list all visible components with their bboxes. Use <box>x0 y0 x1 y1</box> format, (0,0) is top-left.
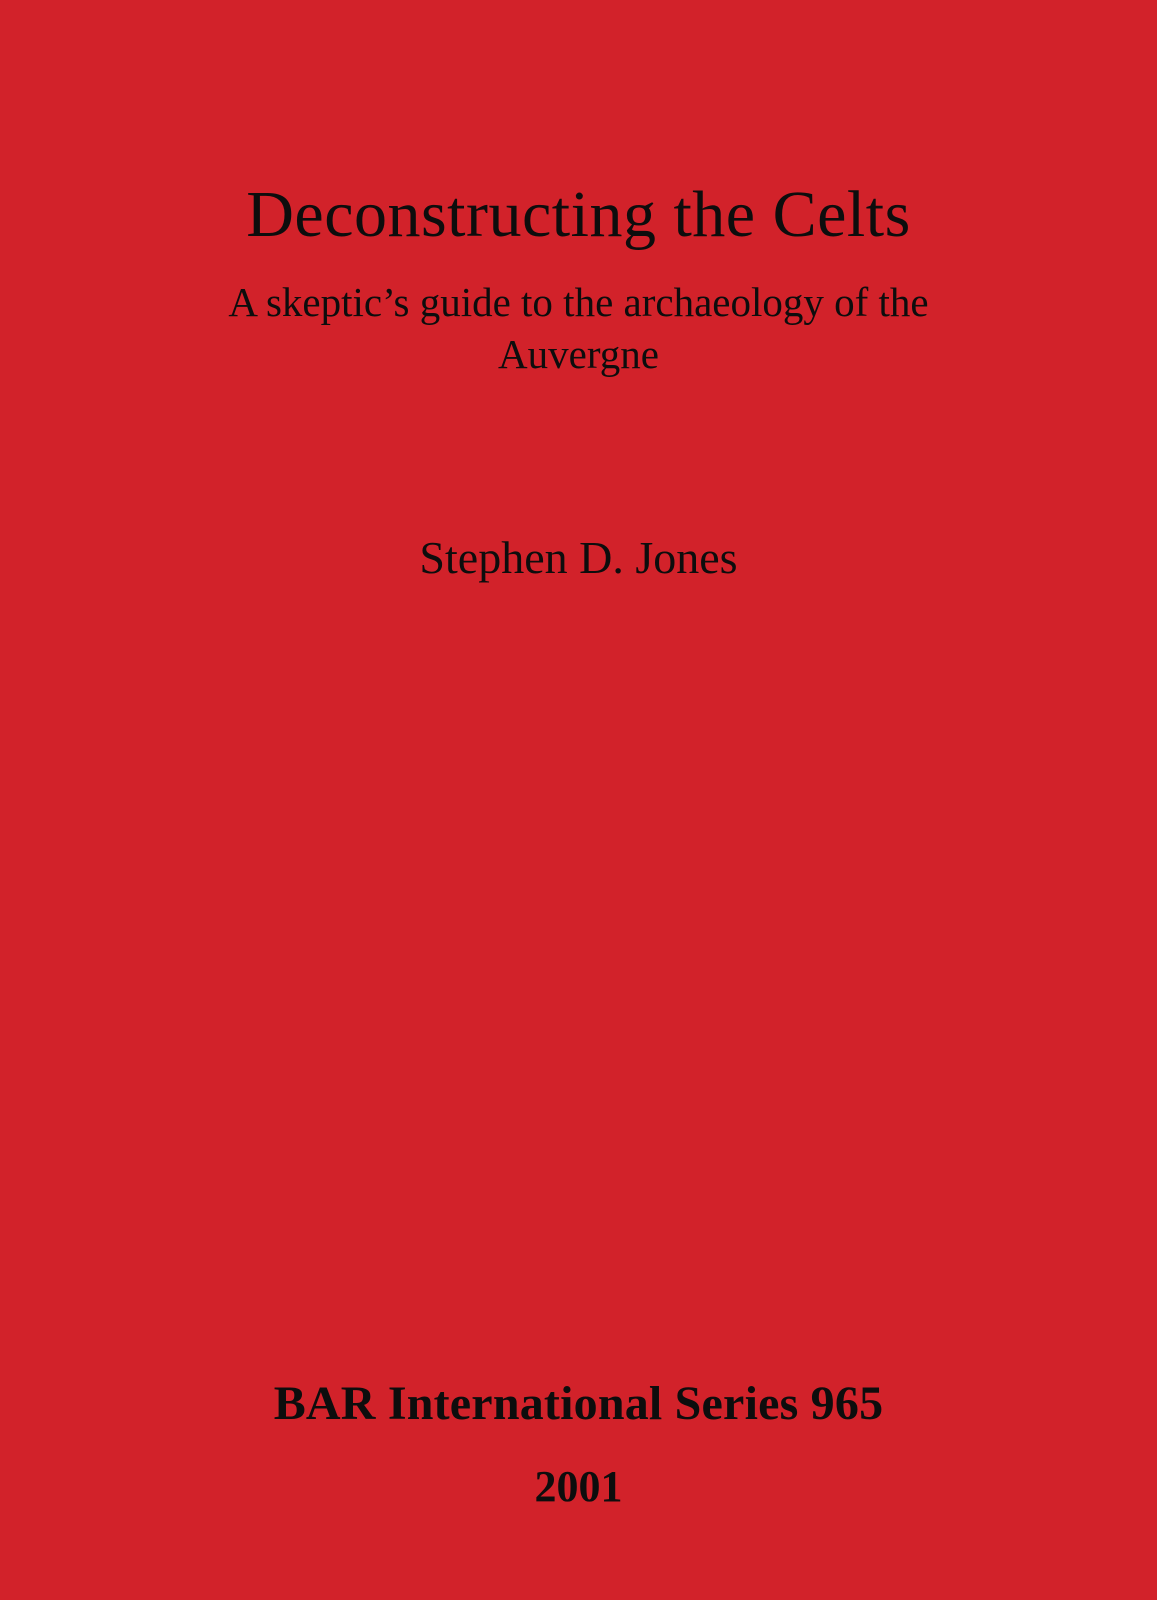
publication-year: 2001 <box>534 1462 623 1511</box>
book-author: Stephen D. Jones <box>419 532 738 583</box>
series-label: BAR International Series 965 <box>273 1377 884 1430</box>
page-title: Deconstructing the Celts <box>246 178 911 251</box>
author-block <box>0 530 1157 585</box>
title-block <box>0 178 1157 381</box>
series-footer <box>0 1376 1157 1512</box>
book-subtitle: A skeptic’s guide to the archaeology of the Auvergne <box>228 278 929 378</box>
